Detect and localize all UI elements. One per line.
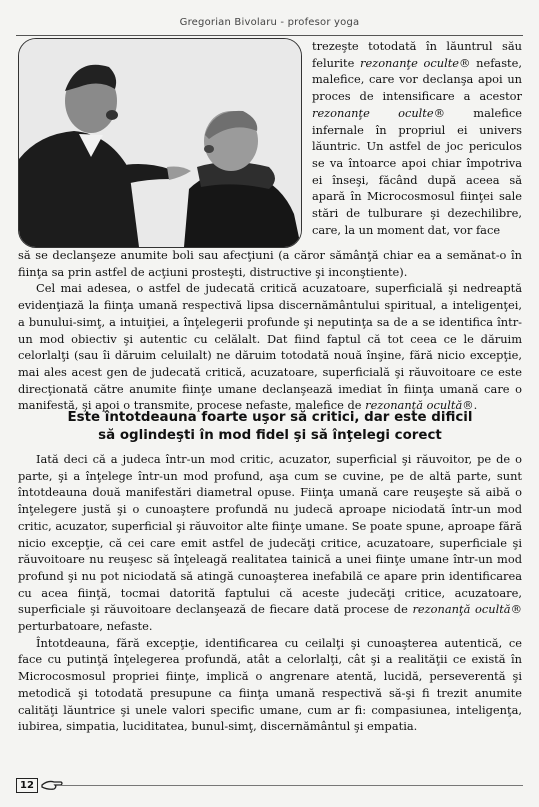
two-men-arguing-photo <box>18 38 302 248</box>
text-run: malefice infernale în propriul ei univers lăuntric. Un astfel de joc periculos se va întoarce apoi chiar împotriva ei înseşi, făcând după aceea să apară în Microcosmosul fiinţei sale stări de tulburare şi dezechilibre, care, la un moment dat, vor face <box>312 105 522 237</box>
page-number <box>16 777 64 793</box>
italic-term: rezonanţă ocultă® <box>412 602 522 617</box>
header-rule <box>16 35 523 36</box>
section-heading <box>18 409 522 445</box>
italic-term: rezonanţă ocultă® <box>365 398 474 413</box>
heading-line-1: Este întotdeauna foarte uşor să critici, dar este dificil <box>67 410 473 425</box>
paragraph-continuation: să se declanşeze anumite boli sau afecţiuni (a căror sămânţă chiar ea a semănat-o în fiinţa sa prin astfel de acţiuni prosteşti, distructive şi inconştiente). <box>18 248 522 279</box>
paragraph <box>18 451 522 635</box>
page-number-label: 12 <box>16 778 38 793</box>
italic-term: rezonanţe oculte® <box>360 55 471 70</box>
body-text-bottom <box>18 451 522 735</box>
text-run: Cel mai adesea, o astfel de judecată critică acuzatoare, superficială şi nedreaptă evidenţiază la fiinţa umană respectivă lipsa discernământului spiritual, a inteligenţei, a bunului-simţ, a intuiţiei, a înţelegerii profunde şi neputinţa sa de a se identifica într-un mod obiectiv şi autentic cu celălalt. Dat fiind faptul că tot ceea ce le dăruim celorlalţi (sau îi dăruim celuilalt) ne dăruim totodată nouă înşine, fără nicio excepţie, mai ales acest gen de judecată critică, acuzatoare, superficială şi răuvoitoare ce este direcţionată către anumite fiinţe umane declanşează imediat în fiinţa umană care o manifestă, şi apoi o transmite, procese nefaste, malefice de <box>18 281 522 413</box>
paragraph: Întotdeauna, fără excepţie, identificarea cu ceilalţi şi cunoaşterea autentică, ce face cu putinţă înţelegerea profundă, atât a celorlalţi, cât şi a realităţii ce există în Microcosmosul propriei fiinţe, implică o angrenare atentă, lucidă, perseverentă şi metodică şi totodată presupune ca fiinţa umană respectivă să-şi fi trezit anumite calităţi lăuntrice şi unele valori specific umane, cum ar fi: compasiunea, inteligenţa, iubirea, simpatia, luciditatea, bunul-simţ, discernământul şi empatia. <box>18 635 522 734</box>
photo-illustration <box>19 39 301 247</box>
running-head: Gregorian Bivolaru - profesor yoga <box>179 17 360 28</box>
wrap-paragraph <box>312 38 522 238</box>
text-run: trezeşte totodată în lăuntrul său felurite <box>312 39 522 70</box>
body-text-top <box>18 247 522 414</box>
footer-rule <box>58 785 523 786</box>
italic-term: rezonanţe oculte® <box>312 105 446 120</box>
paragraph <box>18 280 522 414</box>
text-run: perturbatoare, nefaste. <box>18 619 153 634</box>
heading-line-2: să oglindeşti în mod fidel şi să înţelegi corect <box>98 428 442 443</box>
text-run: Iată deci că a judeca într-un mod critic, acuzator, superficial şi răuvoitor, pe de o parte, şi a înţelege într-un mod profund, aşa cum se cuvine, pe de altă parte, sunt întotdeauna două manifestări diametral opuse. Fiinţa umană care reuşeşte să aibă o înţelegere justă şi o cunoaştere profundă nu judecă aproape niciodată într-un mod critic, acuzator, superficial şi răuvoitor alte fiinţe umane. Se poate spune, aproape fără nicio excepţie, că cei care emit astfel de judecăţi critice, acuzatoare, superficiale şi răuvoitoare nu reuşesc să înţeleagă realitatea tainică a unei fiinţe umane într-un mod profund şi nu pot niciodată să atingă cunoaşterea inefabilă ce apare prin identificarea cu acea fiinţă, tocmai datorită faptului că aceste judecăţi critice, acuzatoare, superficiale şi răuvoitoare declanşează de fiecare dată procese de <box>18 452 522 617</box>
text-run: nefaste, malefice, care vor declanşa apoi un proces de intensificare a acestor <box>312 55 522 104</box>
text-run: . <box>473 398 478 413</box>
